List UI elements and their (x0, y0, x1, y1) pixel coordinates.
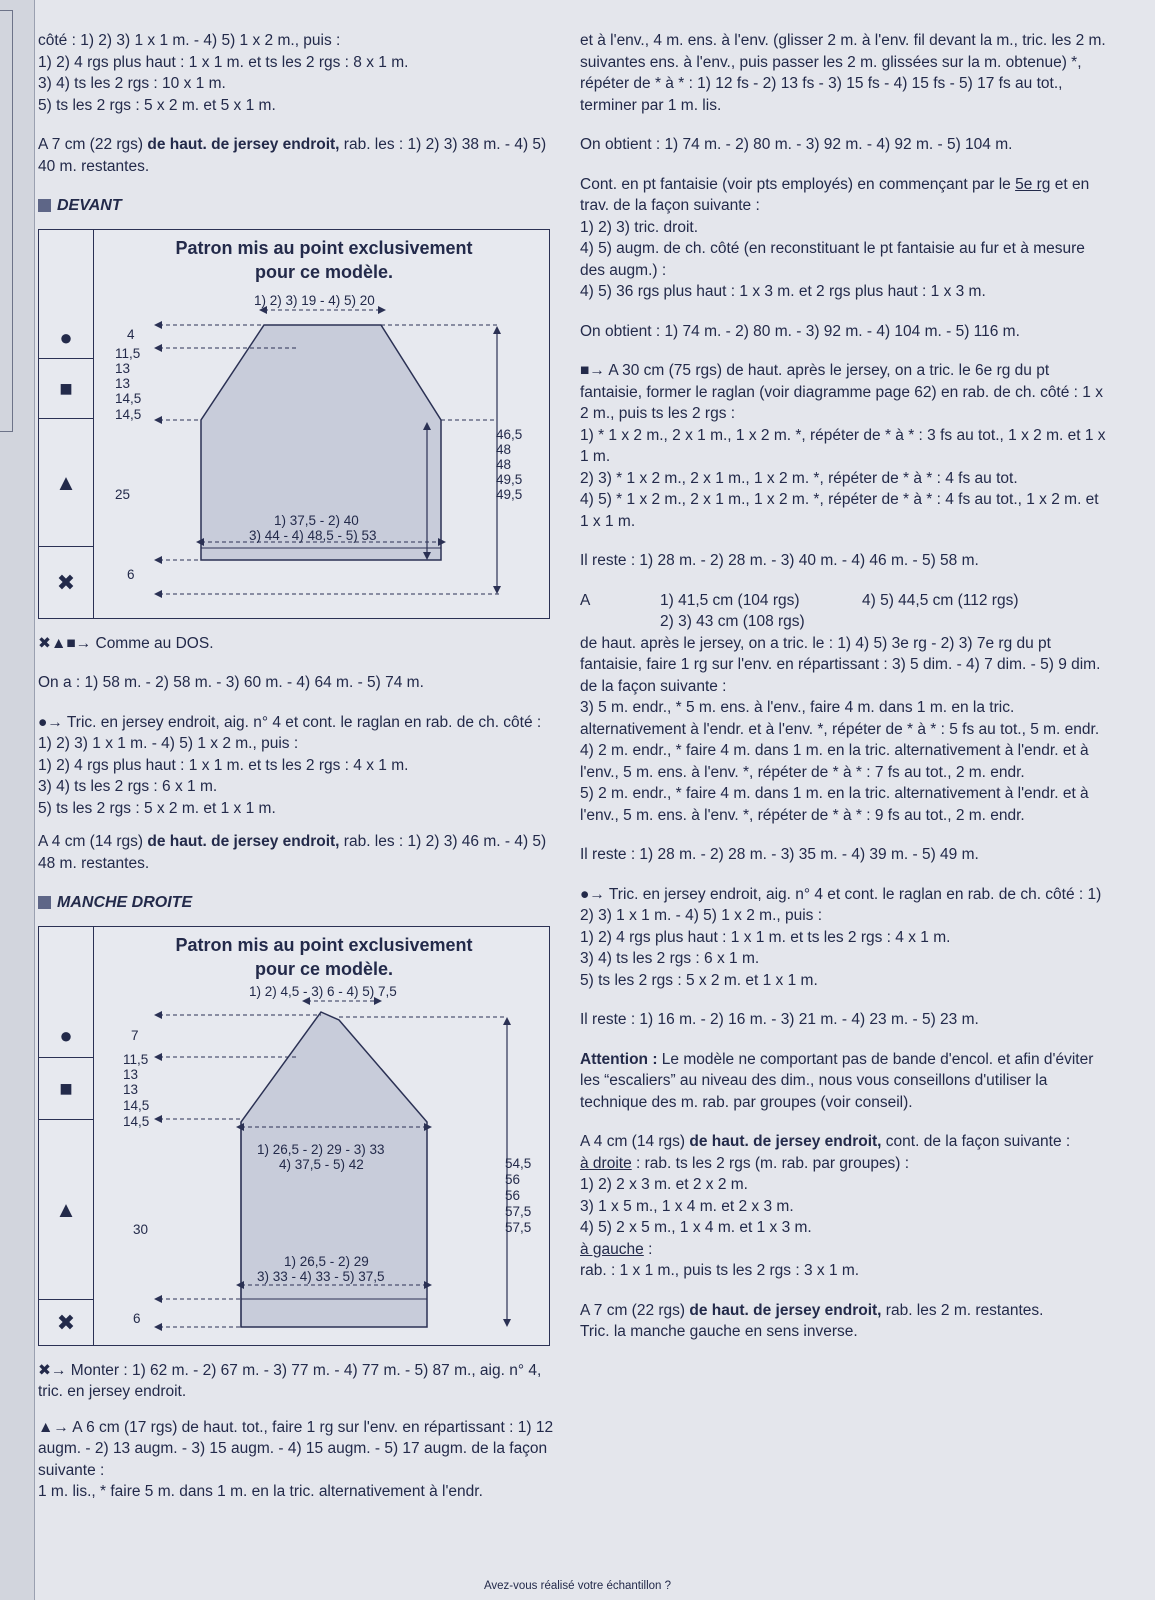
paragraph: On obtient : 1) 74 m. - 2) 80 m. - 3) 92 m. - 4) 92 m. - 5) 104 m. (580, 136, 1013, 153)
paragraph: Il reste : 1) 16 m. - 2) 16 m. - 3) 21 m. - 4) 23 m. - 5) 23 m. (580, 1011, 979, 1028)
total-height-label: 57,5 (505, 1203, 532, 1219)
width-label: 4) 37,5 - 5) 42 (279, 1156, 364, 1172)
paragraph-line: rab. : 1 x 1 m., puis ts les 2 rgs : 3 x 1 m. (580, 1262, 860, 1279)
total-height-label: 49,5 (496, 471, 523, 487)
comme-note: ✖▲■→ Comme au DOS. (38, 634, 214, 652)
height-label: 13 (123, 1066, 139, 1082)
height-options: A 1) 41,5 cm (104 rgs) 4) 5) 44,5 cm (112 rgs) 2) 3) 43 cm (108 rgs) (580, 591, 1019, 630)
width-label: 1) 26,5 - 2) 29 - 3) 33 (257, 1141, 385, 1157)
intro-line: côté : 1) 2) 3) 1 x 1 m. - 4) 5) 1 x 2 m., puis : (38, 32, 341, 49)
paragraph: Cont. en pt fantaisie (voir pts employés) en commençant par le 5e rg et en trav. de la façon suivante : (580, 175, 1090, 214)
manche-heading: MANCHE DROITE (38, 892, 558, 914)
circle-paragraph: 1) 2) 4 rgs plus haut : 1 x 1 m. et ts les 2 rgs : 4 x 1 m. (38, 756, 409, 774)
patron-note: pour ce modèle. (254, 261, 394, 282)
cross-symbol: ✖ (39, 546, 93, 619)
paragraph-line: 4) 5) augm. de ch. côté (en reconstituant le pt fantaisie au fur et à mesure des augm.) : (580, 240, 1085, 279)
paragraph: Il reste : 1) 28 m. - 2) 28 m. - 3) 40 m. - 4) 46 m. - 5) 58 m. (580, 552, 979, 569)
square-symbol: ■ (39, 1057, 93, 1120)
paragraph-line: 4) 2 m. endr., * faire 4 m. dans 1 m. en la tric. alternativement à l'endr. et à l'env., 5 m. ens. à l'env. *, répéter de * à * : 7 fs au tot., 2 m. endr. (580, 742, 1089, 781)
right-column (580, 30, 1110, 1343)
circle-paragraph: ●→ Tric. en jersey endroit, aig. n° 4 et cont. le raglan en rab. de ch. côté : 1) 2) 3) 1 x 1 m. - 4) 5) 1 x 2 m., puis : (38, 713, 542, 752)
paragraph-line: 4) 5) * 1 x 2 m., 2 x 1 m., 1 x 2 m. *, répéter de * à * : 4 fs au tot., 1 x 2 m. et 1 x 1 m. (580, 491, 1099, 530)
paragraph-line: à gauche : (580, 1240, 653, 1258)
a7-paragraph: A 7 cm (22 rgs) de haut. de jersey endroit, rab. les : 1) 2) 3) 38 m. - 4) 5) 40 m. restantes. (38, 136, 547, 175)
height-label: 14,5 (115, 406, 142, 422)
total-height-label: 56 (505, 1187, 521, 1203)
paragraph-line: 1) * 1 x 2 m., 2 x 1 m., 1 x 2 m. *, répéter de * à * : 3 fs au tot., 1 x 2 m. et 1 x 1 m. (580, 426, 1106, 465)
paragraph-line: Tric. la manche gauche en sens inverse. (580, 1323, 858, 1340)
triangle-symbol: ▲ (39, 418, 93, 547)
height-label: 14,5 (123, 1113, 150, 1129)
total-height-label: 54,5 (505, 1155, 532, 1171)
circle-symbol: ● (59, 1022, 73, 1048)
patron-note: pour ce modèle. (254, 958, 394, 979)
height-label: 4 (127, 326, 135, 342)
height-label: 11,5 (115, 345, 141, 361)
devant-diagram (39, 230, 549, 618)
paragraph-line: 3) 4) ts les 2 rgs : 6 x 1 m. (580, 950, 760, 967)
paragraph: ■→ A 30 cm (75 rgs) de haut. après le jersey, on a tric. le 6e rg du pt fantaisie, former le raglan (voir diagramme page 62) en rab. de ch. côté : 1 x 2 m., puis ts les 2 rgs : (580, 362, 1103, 422)
monter-paragraph: ✖→ Monter : 1) 62 m. - 2) 67 m. - 3) 77 m. - 4) 77 m. - 5) 87 m., aig. n° 4, tric. en jersey endroit. (38, 1361, 542, 1400)
height-label: 14,5 (115, 390, 142, 406)
total-height-label: 49,5 (496, 486, 523, 502)
total-height-label: 48 (496, 456, 512, 472)
a4-paragraph: A 4 cm (14 rgs) de haut. de jersey endroit, rab. les : 1) 2) 3) 46 m. - 4) 5) 48 m. restantes. (38, 833, 547, 872)
height-label: 6 (127, 566, 135, 582)
height-label: 7 (131, 1027, 139, 1043)
on-a-line: On a : 1) 58 m. - 2) 58 m. - 3) 60 m. - 4) 64 m. - 5) 74 m. (38, 674, 424, 691)
cross-symbol: ✖ (39, 1299, 93, 1346)
width-label: 3) 44 - 4) 48,5 - 5) 53 (249, 527, 377, 543)
manche-schema (38, 926, 550, 1346)
paragraph: Il reste : 1) 28 m. - 2) 28 m. - 3) 35 m. - 4) 39 m. - 5) 49 m. (580, 846, 979, 863)
paragraph-line: 5) 2 m. endr., * faire 4 m. dans 1 m. en la tric. alternativement à l'endr. et à l'env., 5 m. ens. à l'env. *, répéter de * à * : 9 fs au tot., 2 m. endr. (580, 785, 1089, 824)
total-height-label: 57,5 (505, 1219, 532, 1235)
paragraph-line: 5) ts les 2 rgs : 5 x 2 m. et 1 x 1 m. (580, 971, 818, 989)
paragraph: A 4 cm (14 rgs) de haut. de jersey endroit, cont. de la façon suivante : (580, 1133, 1071, 1150)
total-height-label: 48 (496, 441, 512, 457)
patron-note: Patron mis au point exclusivement (175, 934, 473, 955)
paragraph-line: 1) 2) 2 x 3 m. et 2 x 2 m. (580, 1176, 748, 1193)
square-symbol: ■ (39, 358, 93, 419)
width-label: 1) 37,5 - 2) 40 (274, 512, 359, 528)
height-label: 13 (115, 375, 131, 391)
height-label: 25 (115, 486, 131, 502)
paragraph: On obtient : 1) 74 m. - 2) 80 m. - 3) 92 m. - 4) 104 m. - 5) 116 m. (580, 322, 1020, 340)
left-column (38, 30, 558, 1503)
intro-line: 1) 2) 4 rgs plus haut : 1 x 1 m. et ts les 2 rgs : 8 x 1 m. (38, 53, 409, 71)
paragraph-line: 1) 2) 4 rgs plus haut : 1 x 1 m. et ts les 2 rgs : 4 x 1 m. (580, 928, 951, 946)
paragraph: ●→ Tric. en jersey endroit, aig. n° 4 et cont. le raglan en rab. de ch. côté : 1) 2) 3) 1 x 1 m. - 4) 5) 1 x 2 m., puis : (580, 885, 1102, 924)
height-label: 30 (133, 1221, 149, 1237)
intro-line: 5) ts les 2 rgs : 5 x 2 m. et 5 x 1 m. (38, 96, 276, 114)
circle-symbol: ● (59, 324, 73, 350)
top-width-label: 1) 2) 4,5 - 3) 6 - 4) 5) 7,5 (249, 983, 397, 999)
paragraph: A 7 cm (22 rgs) de haut. de jersey endroit, rab. les 2 m. restantes. (580, 1301, 1044, 1319)
width-label: 1) 26,5 - 2) 29 (284, 1253, 369, 1269)
width-label: 3) 33 - 4) 33 - 5) 37,5 (257, 1268, 385, 1284)
paragraph: et à l'env., 4 m. ens. à l'env. (glisser 2 m. à l'env. fil devant la m., tric. les 2 m. suivantes ens. à l'env., puis passer les 2 m. glissées sur la m. obtenue) *, répéter de * à * : 1) 12 fs - 2) 13 fs - 3) 15 fs - 4) 15 fs - 5) 17 fs au tot., terminer par 1 m. lis. (580, 32, 1106, 114)
patron-note: Patron mis au point exclusivement (175, 237, 473, 258)
height-label: 14,5 (123, 1097, 150, 1113)
top-width-label: 1) 2) 3) 19 - 4) 5) 20 (254, 292, 375, 308)
paragraph-line: 3) 1 x 5 m., 1 x 4 m. et 2 x 3 m. (580, 1197, 794, 1215)
devant-heading: DEVANT (38, 195, 558, 217)
devant-schema (38, 229, 550, 619)
paragraph-line: à droite : rab. ts les 2 rgs (m. rab. par groupes) : (580, 1154, 910, 1172)
circle-paragraph: 5) ts les 2 rgs : 5 x 2 m. et 1 x 1 m. (38, 799, 276, 817)
intro-line: 3) 4) ts les 2 rgs : 10 x 1 m. (38, 75, 226, 92)
circle-paragraph: 3) 4) ts les 2 rgs : 6 x 1 m. (38, 778, 218, 795)
height-label: 13 (115, 360, 131, 376)
paragraph-line: 3) 5 m. endr., * 5 m. ens. à l'env., faire 4 m. dans 1 m. en la tric. alternativement à l'endr. et à l'env. *, répéter de * à * : 5 fs au tot., 5 m. endr. (580, 699, 1100, 738)
triangle-symbol: ▲ (39, 1119, 93, 1300)
height-label: 13 (123, 1081, 139, 1097)
a6-paragraph: ▲→ A 6 cm (17 rgs) de haut. tot., faire 1 rg sur l'env. en répartissant : 1) 12 augm. - 2) 13 augm. - 3) 15 augm. - 4) 15 augm. - 5) 17 augm. de la façon suivante : (38, 1418, 554, 1479)
paragraph-line: 2) 3) * 1 x 2 m., 2 x 1 m., 1 x 2 m. *, répéter de * à * : 4 fs au tot. (580, 469, 1018, 487)
height-label: 6 (133, 1310, 141, 1326)
attention-paragraph: Attention : Le modèle ne comportant pas de bande d'encol. et afin d'éviter les “escaliers” au niveau des dim., nous vous conseillons d'utiliser la technique des m. rab. par groupes (voir conseil). (580, 1050, 1094, 1111)
paragraph-line: de haut. après le jersey, on a tric. le : 1) 4) 5) 3e rg - 2) 3) 7e rg du pt fantaisie, faire 1 rg sur l'env. en répartissant : 3) 5 dim. - 4) 7 dim. - 5) 9 dim. de la façon suivante : (580, 634, 1101, 695)
page-footer: Avez-vous réalisé votre échantillon ? (483, 1580, 672, 1592)
page-binding-edge (0, 0, 35, 1600)
paragraph-line: 4) 5) 2 x 5 m., 1 x 4 m. et 1 x 3 m. (580, 1219, 812, 1236)
paragraph-line: 1) 2) 3) tric. droit. (580, 218, 698, 236)
total-height-label: 46,5 (496, 426, 523, 442)
height-label: 11,5 (123, 1051, 149, 1067)
paragraph-line: 4) 5) 36 rgs plus haut : 1 x 3 m. et 2 rgs plus haut : 1 x 3 m. (580, 283, 986, 300)
total-height-label: 56 (505, 1171, 521, 1187)
a6-last-line: 1 m. lis., * faire 5 m. dans 1 m. en la tric. alternativement à l'endr. (38, 1483, 483, 1500)
